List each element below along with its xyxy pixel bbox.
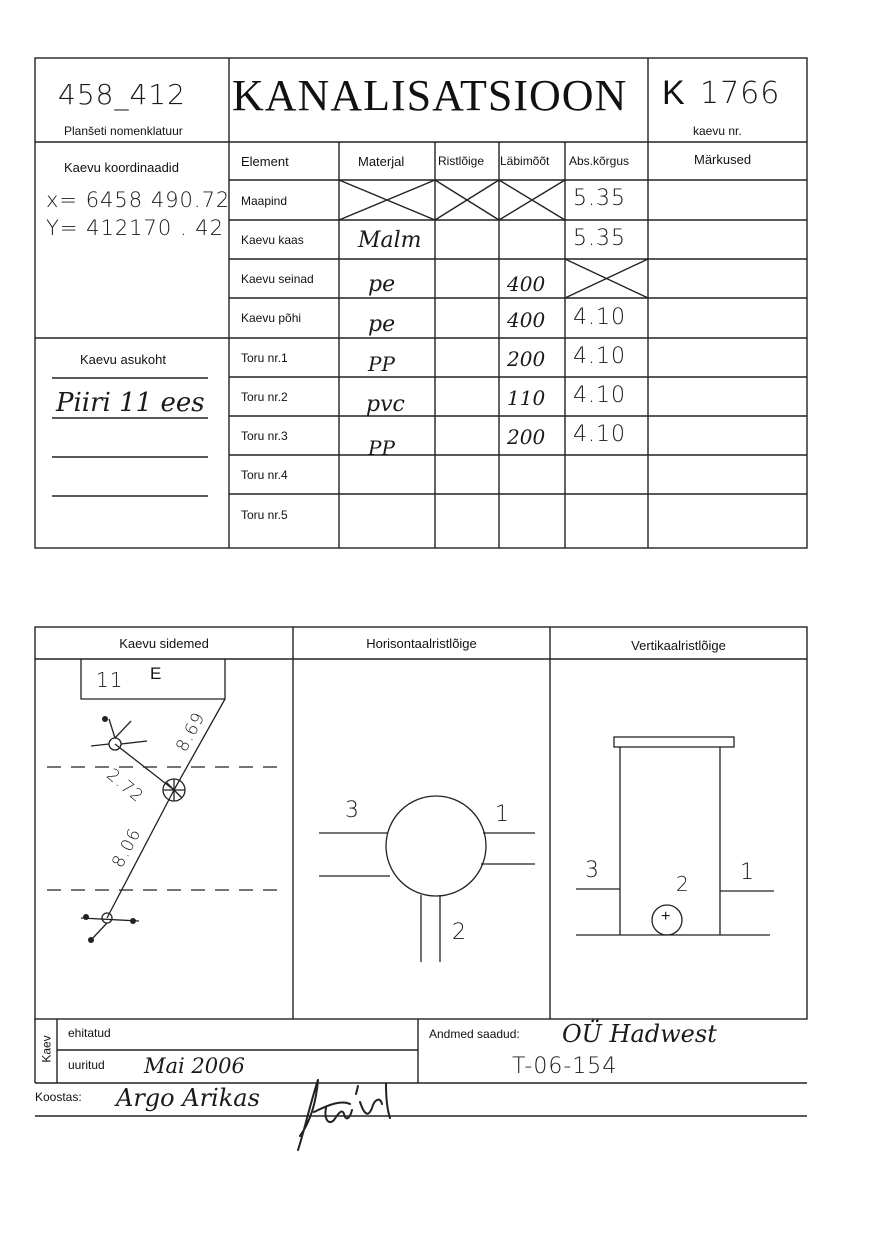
side-label: Kaev: [39, 1035, 54, 1063]
col-material: Materjal: [358, 154, 405, 169]
horizontal-section-label: Horisontaalristlõige: [366, 636, 477, 651]
pipe-label: 2: [452, 920, 467, 945]
connections-label: Kaevu sidemed: [119, 636, 209, 651]
data-source-value: OÜ Hadwest: [562, 1020, 717, 1048]
coordinate-x: x= 6458 490.72: [46, 188, 231, 212]
row-element: Toru nr.2: [241, 390, 288, 404]
row-height: 4.10: [573, 422, 626, 447]
location-label: Kaevu asukoht: [80, 352, 167, 367]
sheet-number: 458_412: [58, 78, 186, 111]
horizontal-section-sketch: [293, 659, 550, 1019]
built-label: ehitatud: [68, 1026, 111, 1040]
row-material: pe: [368, 272, 396, 297]
row-material: PP: [368, 352, 395, 376]
row-element: Toru nr.3: [241, 429, 288, 443]
compiled-value: Argo Arikas: [116, 1084, 260, 1112]
connections-sketch: [35, 659, 293, 1019]
row-diameter: 110: [507, 386, 546, 410]
row-element: Toru nr.4: [241, 468, 288, 482]
surveyed-value: Mai 2006: [144, 1054, 245, 1078]
row-diameter: 200: [507, 347, 546, 371]
row-element: Toru nr.1: [241, 351, 288, 365]
col-height: Abs.kõrgus: [569, 154, 630, 168]
data-source-ref: T-06-154: [512, 1054, 618, 1079]
row-height: 5.35: [573, 226, 626, 251]
distance-label: 8.06: [108, 824, 146, 872]
row-element: Kaevu kaas: [241, 233, 304, 247]
col-notes: Märkused: [694, 152, 752, 167]
row-material: Malm: [358, 228, 422, 253]
location-value: Piiri 11 ees: [56, 388, 205, 418]
coordinates-label: Kaevu koordinaadid: [64, 160, 179, 175]
building-letter: E: [150, 664, 162, 683]
row-diameter: 400: [507, 308, 546, 332]
row-element: Toru nr.5: [241, 508, 288, 522]
pipe-label: 2: [676, 872, 690, 896]
compiled-label: Koostas:: [35, 1090, 82, 1104]
row-height: 4.10: [573, 383, 626, 408]
pipe-label: 1: [740, 860, 755, 885]
vertical-section-sketch: [550, 659, 807, 1019]
surveyed-label: uuritud: [68, 1058, 105, 1072]
row-diameter: 200: [507, 425, 546, 449]
well-prefix: K: [662, 74, 685, 112]
col-cross-section: Ristlõige: [438, 154, 485, 168]
vertical-section-label: Vertikaalristlõige: [631, 638, 726, 653]
pipe-label: 1: [495, 802, 510, 827]
pipe-label: 3: [585, 858, 600, 883]
bottom-symbol: +: [661, 908, 671, 925]
col-element: Element: [241, 154, 289, 169]
row-diameter: 400: [507, 272, 546, 296]
data-source-label: Andmed saadud:: [429, 1027, 520, 1041]
row-material: pe: [368, 312, 396, 337]
pipe-label: 3: [345, 798, 360, 823]
row-material: PP: [368, 436, 395, 460]
distance-label: 8.69: [172, 708, 210, 756]
building-number: 11: [96, 668, 124, 692]
row-height: 4.10: [573, 344, 626, 369]
page-title: KANALISATSIOON: [232, 71, 628, 120]
row-material: pvc: [366, 392, 405, 417]
well-number: 1766: [700, 76, 781, 111]
coordinate-y: Y= 412170 . 42: [46, 216, 225, 240]
well-number-label: kaevu nr.: [693, 124, 742, 138]
row-element: Kaevu põhi: [241, 311, 302, 325]
distance-label: 2.72: [102, 764, 148, 808]
signature: [290, 1074, 400, 1158]
row-height: 5.35: [573, 186, 626, 211]
col-diameter: Läbimõõt: [500, 154, 550, 168]
row-height: 4.10: [573, 305, 626, 330]
row-element: Maapind: [241, 194, 288, 208]
row-element: Kaevu seinad: [241, 272, 314, 286]
sheet-label: Planšeti nomenklatuur: [64, 124, 183, 138]
